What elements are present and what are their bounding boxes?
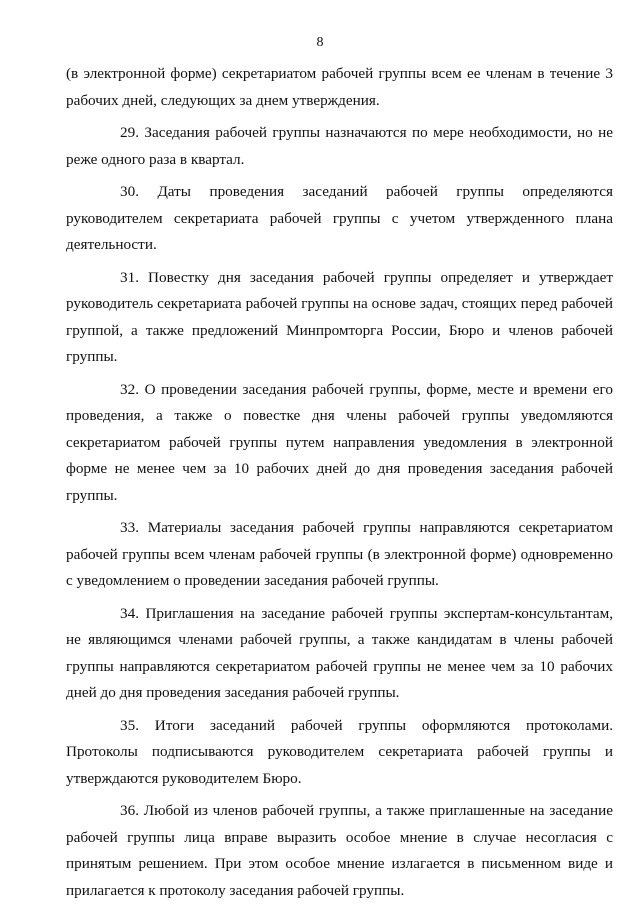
paragraph-30: 30. Даты проведения заседаний рабочей группы определяются руководителем секретариата рабочей группы с учетом утвержденного плана деятельности. — [66, 183, 613, 253]
document-body — [66, 61, 613, 910]
paragraph-35: 35. Итоги заседаний рабочей группы оформляются протоколами. Протоколы подписываются руководителем секретариата рабочей группы и утверждаются руководителем Бюро. — [66, 716, 613, 787]
paragraph-33: 33. Материалы заседания рабочей группы направляются секретариатом рабочей группы всем членам рабочей группы (в электронной форме) одновременно с уведомлением о проведении заседания рабочей группы. — [66, 519, 613, 589]
page-number: 8 — [316, 35, 324, 50]
paragraph-32: 32. О проведении заседания рабочей группы, форме, месте и времени его проведения, а также о повестке дня члены рабочей группы уведомляются секретариатом рабочей группы путем направления уведомления в электронной форме не менее чем за 10 рабочих дней до дня проведения заседания рабочей группы. — [66, 380, 613, 504]
paragraph-31: 31. Повестку дня заседания рабочей группы определяет и утверждает руководитель секретариата рабочей группы на основе задач, стоящих перед рабочей группой, а также предложений Минпромторга России, Бюро и членов рабочей группы. — [66, 268, 613, 365]
paragraph-34: 34. Приглашения на заседание рабочей группы экспертам-консультантам, не являющимся членами рабочей группы, а также кандидатам в члены рабочей группы направляются секретариатом рабочей группы не менее чем за 10 рабочих дней до дня проведения заседания рабочей группы. — [66, 604, 613, 701]
paragraph-continuation: (в электронной форме) секретариатом рабочей группы всем ее членам в течение 3 рабочих дней, следующих за днем утверждения. — [66, 65, 613, 109]
paragraph-29: 29. Заседания рабочей группы назначаются по мере необходимости, но не реже одного раза в квартал. — [66, 124, 613, 168]
paragraph-36: 36. Любой из членов рабочей группы, а также приглашенные на заседание рабочей группы лица вправе выразить особое мнение в случае несогласия с принятым решением. При этом особое мнение излагается в письменном виде и прилагается к протоколу заседания рабочей группы. — [66, 802, 613, 899]
